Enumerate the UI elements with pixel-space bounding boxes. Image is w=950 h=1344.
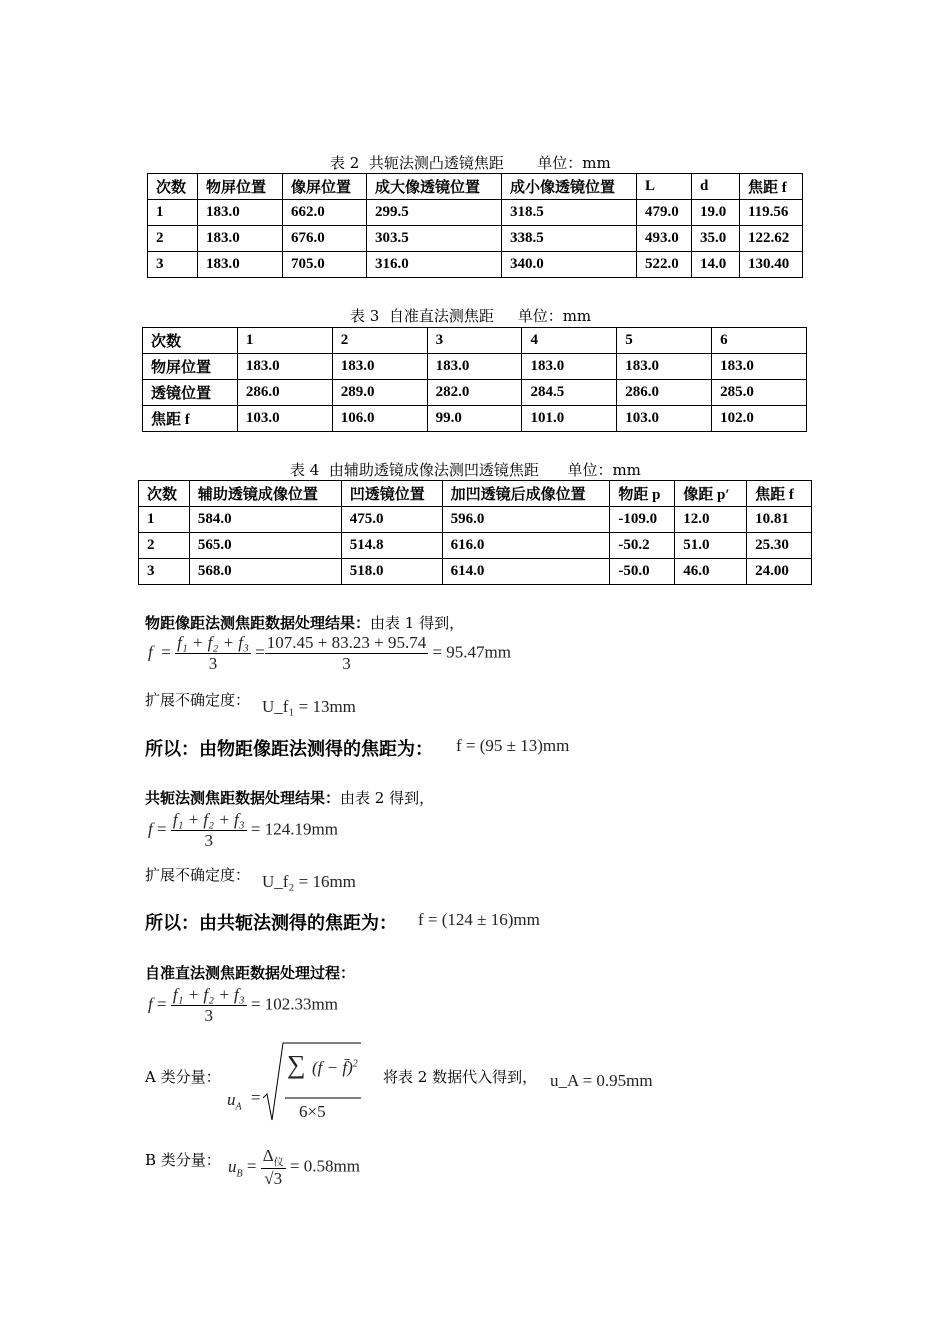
table4-cell: 3 bbox=[139, 559, 190, 585]
table2-cell: 焦距 f bbox=[740, 174, 803, 200]
table2-cell: 183.0 bbox=[198, 226, 283, 252]
table2-cell: 316.0 bbox=[367, 252, 502, 278]
table3-row bbox=[143, 380, 807, 406]
section3-b-label: B 类分量： bbox=[145, 1151, 221, 1169]
table2-row bbox=[148, 200, 803, 226]
table2-cell: 183.0 bbox=[198, 200, 283, 226]
table3-cell: 289.0 bbox=[332, 380, 427, 406]
table3-row bbox=[143, 328, 807, 354]
table4-cell: 51.0 bbox=[675, 533, 747, 559]
table2-cell: 493.0 bbox=[637, 226, 692, 252]
table4-cell: -50.2 bbox=[610, 533, 675, 559]
table2-cell: 705.0 bbox=[283, 252, 367, 278]
section3-a-note: 将表 2 数据代入得到， bbox=[383, 1068, 538, 1086]
table3-cell: 285.0 bbox=[712, 380, 807, 406]
table3-cell: 183.0 bbox=[712, 354, 807, 380]
table2-cell: 次数 bbox=[148, 174, 198, 200]
section3-a-formula: $u_A$ = ∑ (f − f̄)$^2$ 6×5 bbox=[227, 1040, 367, 1125]
table4-cell: 凹透镜位置 bbox=[341, 481, 442, 507]
table2-cell: 像屏位置 bbox=[283, 174, 367, 200]
table3-cell: 焦距 f bbox=[143, 406, 238, 432]
table3-cell: 183.0 bbox=[522, 354, 617, 380]
section1-heading: 物距像距法测焦距数据处理结果：由表 1 得到， bbox=[145, 614, 465, 632]
table3-cell: 物屏位置 bbox=[143, 354, 238, 380]
table4-cell: 12.0 bbox=[675, 507, 747, 533]
section1-conclusion: 所以：由物距像距法测得的焦距为： bbox=[145, 739, 433, 760]
table3-cell: 2 bbox=[332, 328, 427, 354]
table3-cell: 5 bbox=[617, 328, 712, 354]
table3-cell: 101.0 bbox=[522, 406, 617, 432]
table3-cell: 183.0 bbox=[617, 354, 712, 380]
table4-cell: 614.0 bbox=[442, 559, 610, 585]
table2-cell: 122.62 bbox=[740, 226, 803, 252]
table3-row bbox=[143, 354, 807, 380]
table4-cell: 次数 bbox=[139, 481, 190, 507]
section2-uncert-value: U_f₂ = 16mm bbox=[262, 872, 356, 891]
table4-cell: 1 bbox=[139, 507, 190, 533]
table2-cell: 14.0 bbox=[692, 252, 740, 278]
table4-caption: 表 4 由辅助透镜成像法测凹透镜焦距 单位：mm bbox=[290, 461, 641, 479]
table2-cell: 318.5 bbox=[502, 200, 637, 226]
table2-cell: 成小像透镜位置 bbox=[502, 174, 637, 200]
table2-cell: 479.0 bbox=[637, 200, 692, 226]
table3-cell: 99.0 bbox=[427, 406, 522, 432]
table4-cell: -50.0 bbox=[610, 559, 675, 585]
table4-cell: 565.0 bbox=[189, 533, 341, 559]
table3-cell: 183.0 bbox=[332, 354, 427, 380]
table4-cell: 辅助透镜成像位置 bbox=[189, 481, 341, 507]
table2-cell: 3 bbox=[148, 252, 198, 278]
table4-cell: 24.00 bbox=[747, 559, 812, 585]
table2-row bbox=[148, 252, 803, 278]
table3-cell: 103.0 bbox=[617, 406, 712, 432]
table3-cell: 透镜位置 bbox=[143, 380, 238, 406]
section3-heading: 自准直法测焦距数据处理过程： bbox=[145, 964, 356, 982]
table4-cell: 514.8 bbox=[341, 533, 442, 559]
table3-cell: 106.0 bbox=[332, 406, 427, 432]
table3-cell: 103.0 bbox=[237, 406, 332, 432]
section3-a-label: A 类分量： bbox=[145, 1068, 221, 1086]
table4-cell: 568.0 bbox=[189, 559, 341, 585]
section1-uncert-value: U_f₁ = 13mm bbox=[262, 697, 356, 716]
table3-cell: 3 bbox=[427, 328, 522, 354]
section2-conclusion: 所以：由共轭法测得的焦距为： bbox=[145, 913, 397, 934]
table2-cell: 130.40 bbox=[740, 252, 803, 278]
section2-conclusion-value: f = (124 ± 16)mm bbox=[418, 910, 540, 929]
section1-conclusion-value: f = (95 ± 13)mm bbox=[456, 736, 570, 755]
table4-cell: 25.30 bbox=[747, 533, 812, 559]
section3-a-value: u_A = 0.95mm bbox=[550, 1071, 653, 1090]
table4-row bbox=[139, 533, 812, 559]
table4-cell: 像距 p′ bbox=[675, 481, 747, 507]
table2-cell: 299.5 bbox=[367, 200, 502, 226]
table3-cell: 次数 bbox=[143, 328, 238, 354]
table3-cell: 282.0 bbox=[427, 380, 522, 406]
table4-header-row bbox=[139, 481, 812, 507]
table2-cell: 物屏位置 bbox=[198, 174, 283, 200]
table4-cell: 518.0 bbox=[341, 559, 442, 585]
table2-cell: 2 bbox=[148, 226, 198, 252]
section1-uncert-label: 扩展不确定度： bbox=[145, 691, 251, 709]
table2 bbox=[147, 173, 803, 278]
table3-cell: 6 bbox=[712, 328, 807, 354]
table4-cell: 焦距 f bbox=[747, 481, 812, 507]
table4-cell: 616.0 bbox=[442, 533, 610, 559]
table4-cell: 46.0 bbox=[675, 559, 747, 585]
table3-cell: 183.0 bbox=[427, 354, 522, 380]
table2-cell: 303.5 bbox=[367, 226, 502, 252]
table3-row bbox=[143, 406, 807, 432]
section2-uncert-label: 扩展不确定度： bbox=[145, 866, 251, 884]
table4-cell: 10.81 bbox=[747, 507, 812, 533]
table3-cell: 4 bbox=[522, 328, 617, 354]
section3-b-formula: $u_B$ = $\frac{\Delta_仪}{√3}$ = 0.58mm bbox=[228, 1146, 360, 1189]
table2-caption: 表 2 共轭法测凸透镜焦距 单位：mm bbox=[330, 154, 611, 172]
table2-cell: 成大像透镜位置 bbox=[367, 174, 502, 200]
table2-cell: 676.0 bbox=[283, 226, 367, 252]
table3-cell: 1 bbox=[237, 328, 332, 354]
table4-cell: 475.0 bbox=[341, 507, 442, 533]
table4-cell: 加凹透镜后成像位置 bbox=[442, 481, 610, 507]
table2-cell: 338.5 bbox=[502, 226, 637, 252]
table2-cell: 35.0 bbox=[692, 226, 740, 252]
table3-cell: 284.5 bbox=[522, 380, 617, 406]
section2-heading: 共轭法测焦距数据处理结果：由表 2 得到， bbox=[145, 789, 435, 807]
table2-row bbox=[148, 226, 803, 252]
table3-cell: 102.0 bbox=[712, 406, 807, 432]
table4-cell: 2 bbox=[139, 533, 190, 559]
table2-cell: 340.0 bbox=[502, 252, 637, 278]
section2-formula: f = $\frac{\text{f₁ + f₂ + f₃}}{3}$ = 124.19mm bbox=[148, 810, 338, 850]
table2-cell: L bbox=[637, 174, 692, 200]
table4-cell: -109.0 bbox=[610, 507, 675, 533]
table4-cell: 物距 p bbox=[610, 481, 675, 507]
table4-cell: 584.0 bbox=[189, 507, 341, 533]
table2-cell: 19.0 bbox=[692, 200, 740, 226]
table4-row bbox=[139, 507, 812, 533]
table3-cell: 183.0 bbox=[237, 354, 332, 380]
table2-header-row bbox=[148, 174, 803, 200]
table2-cell: 662.0 bbox=[283, 200, 367, 226]
section3-formula: f = $\frac{\text{f₁ + f₂ + f₃}}{3}$ = 102.33mm bbox=[148, 985, 338, 1025]
table2-cell: 119.56 bbox=[740, 200, 803, 226]
table3-caption: 表 3 自准直法测焦距 单位：mm bbox=[350, 307, 592, 325]
section1-formula: f = $\frac{\text{f₁ + f₂ + f₃}}{3}$ = $\frac{107.45 + 83.23 + 95.74}{3}$ = 95.47mm bbox=[148, 633, 511, 673]
table3-cell: 286.0 bbox=[237, 380, 332, 406]
table2-cell: 1 bbox=[148, 200, 198, 226]
table4-row bbox=[139, 559, 812, 585]
table2-cell: 522.0 bbox=[637, 252, 692, 278]
table3-cell: 286.0 bbox=[617, 380, 712, 406]
table2-cell: 183.0 bbox=[198, 252, 283, 278]
table4 bbox=[138, 480, 812, 585]
table4-cell: 596.0 bbox=[442, 507, 610, 533]
table2-cell: d bbox=[692, 174, 740, 200]
table3 bbox=[142, 327, 807, 432]
